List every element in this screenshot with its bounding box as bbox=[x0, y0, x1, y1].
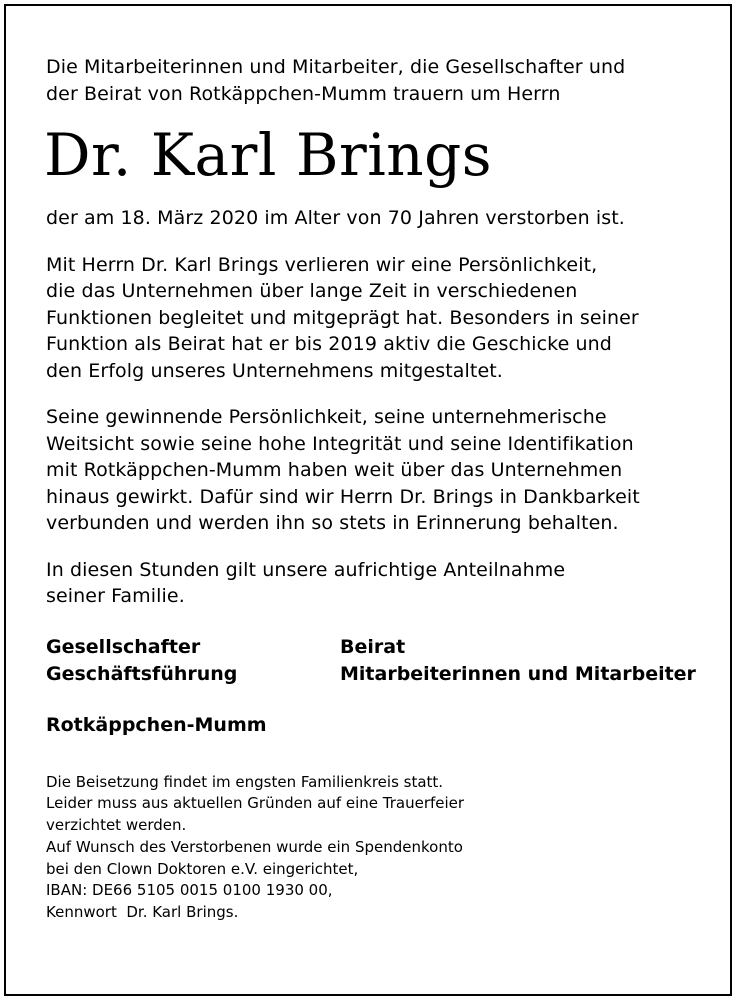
intro-line: der Beirat von Rotkäppchen-Mumm trauern um Herrn bbox=[46, 82, 561, 105]
death-line-text: der am 18. März 2020 im Alter von 70 Jahren verstorben ist. bbox=[46, 207, 625, 229]
paragraph-line: die das Unternehmen über lange Zeit in verschiedenen bbox=[46, 280, 578, 302]
footnote-line: bei den Clown Doktoren e.V. eingerichtet, bbox=[46, 859, 359, 878]
signature-line: Geschäftsführung bbox=[46, 662, 238, 685]
footnote-line: Auf Wunsch des Verstorbenen wurde ein Spendenkonto bbox=[46, 837, 463, 856]
paragraph-line: In diesen Stunden gilt unsere aufrichtige Anteilnahme bbox=[46, 558, 566, 581]
signature-line: Mitarbeiterinnen und Mitarbeiter bbox=[340, 662, 696, 685]
paragraph-line: verbunden und werden ihn so stets in Erinnerung behalten. bbox=[46, 512, 619, 534]
paragraph-line: den Erfolg unseres Unternehmens mitgestaltet. bbox=[46, 359, 503, 382]
intro-line: Die Mitarbeiterinnen und Mitarbeiter, die Gesellschafter und bbox=[46, 56, 626, 78]
signature-right-column bbox=[340, 634, 696, 688]
death-line bbox=[46, 205, 730, 232]
paragraph-personality bbox=[46, 404, 730, 537]
obituary-notice bbox=[4, 4, 732, 996]
paragraph-line: mit Rotkäppchen-Mumm haben weit über das Unternehmen bbox=[46, 459, 623, 481]
footnote-line: Die Beisetzung findet im engsten Familienkreis statt. bbox=[46, 772, 444, 791]
deceased-name: Dr. Karl Brings bbox=[44, 121, 492, 189]
company-name: Rotkäppchen-Mumm bbox=[46, 713, 267, 736]
signature-block bbox=[46, 634, 730, 688]
paragraph-tribute bbox=[46, 252, 730, 385]
paragraph-line: seiner Familie. bbox=[46, 585, 185, 607]
signature-line: Gesellschafter bbox=[46, 635, 201, 658]
paragraph-line: Weitsicht sowie seine hohe Integrität und seine Identifikation bbox=[46, 432, 634, 455]
paragraph-line: Seine gewinnende Persönlichkeit, seine unternehmerische bbox=[46, 406, 607, 428]
paragraph-line: hinaus gewirkt. Dafür sind wir Herrn Dr. Brings in Dankbarkeit bbox=[46, 485, 640, 508]
footnote-line: Kennwort Dr. Karl Brings. bbox=[46, 903, 239, 922]
paragraph-condolence bbox=[46, 557, 730, 610]
signature-line: Beirat bbox=[340, 635, 406, 658]
footnote-line: Leider muss aus aktuellen Gründen auf eine Trauerfeier bbox=[46, 794, 465, 813]
paragraph-line: Funktionen begleitet und mitgeprägt hat. Besonders in seiner bbox=[46, 306, 639, 329]
footnote-line: IBAN: DE66 5105 0015 0100 1930 00, bbox=[46, 881, 333, 900]
footnote-line: verzichtet werden. bbox=[46, 816, 187, 835]
paragraph-line: Funktion als Beirat hat er bis 2019 aktiv die Geschicke und bbox=[46, 333, 612, 355]
funeral-footnote bbox=[46, 772, 730, 925]
paragraph-line: Mit Herrn Dr. Karl Brings verlieren wir eine Persönlichkeit, bbox=[46, 253, 598, 276]
signature-left-column bbox=[46, 634, 340, 688]
intro-text bbox=[46, 54, 730, 107]
